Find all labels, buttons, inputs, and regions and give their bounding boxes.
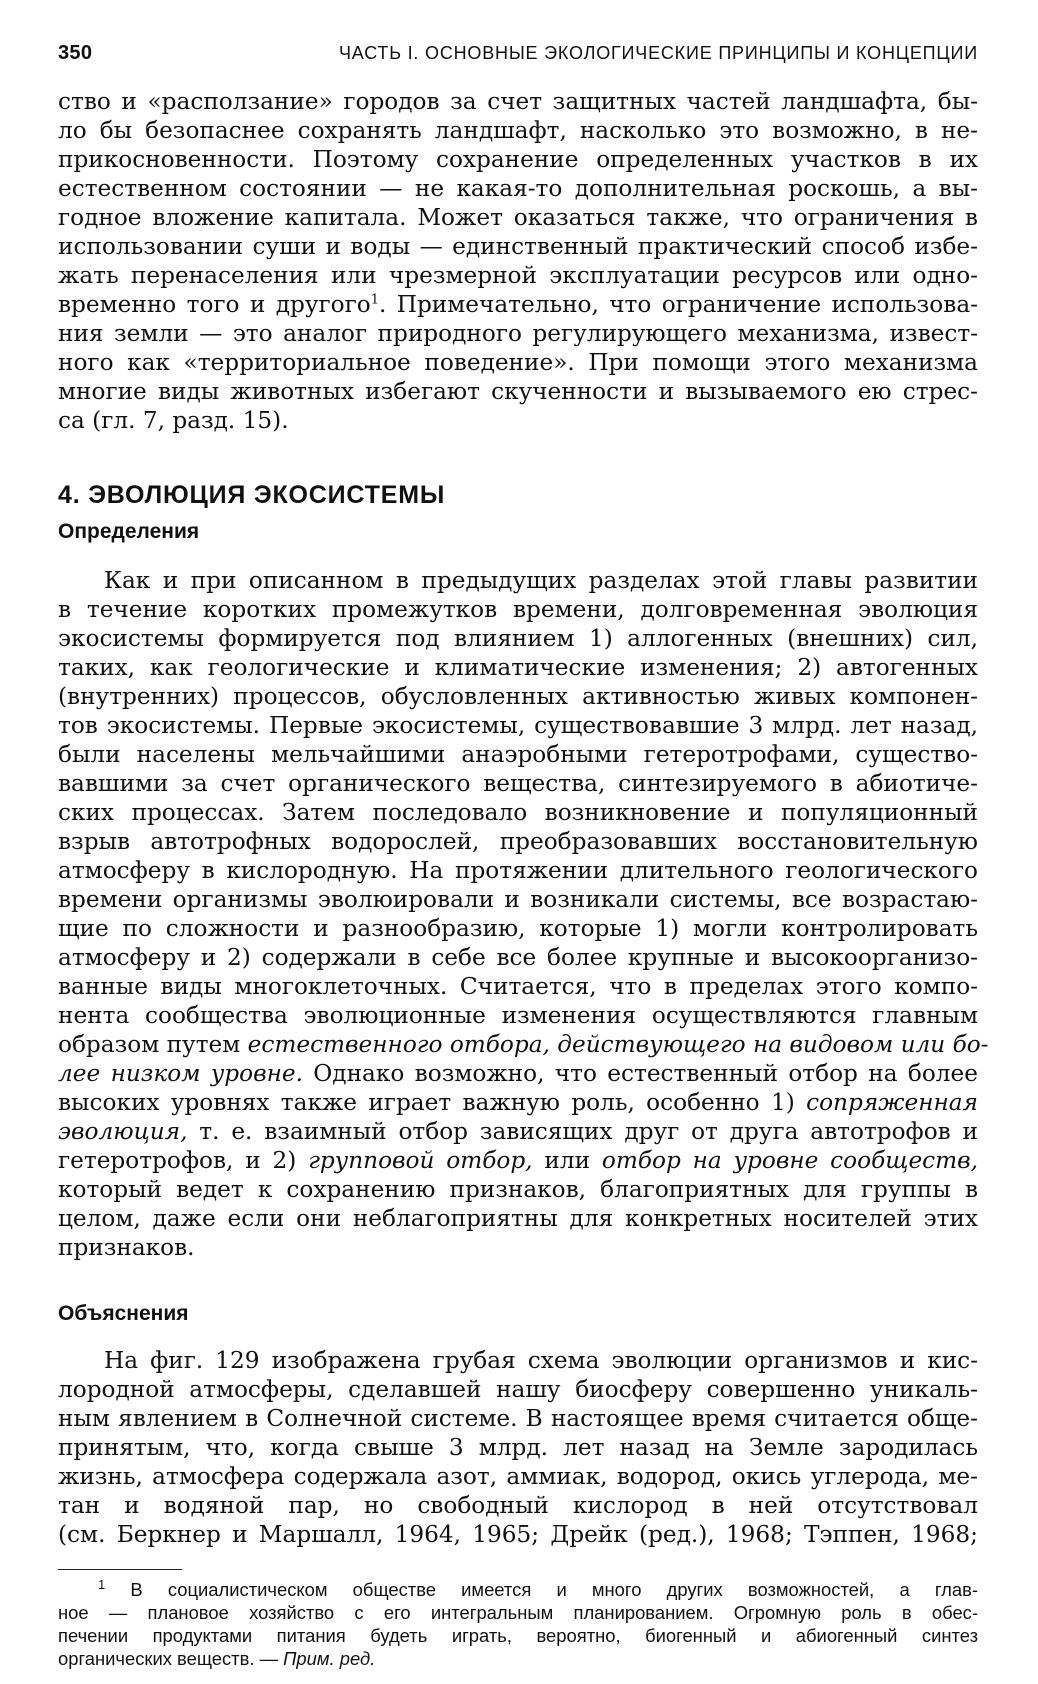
subheading-explanations: Объяснения [58, 1302, 189, 1325]
explanations-paragraph [58, 1346, 978, 1549]
text-line: ного как «территориальное поведение». При помощи этого механизма [58, 349, 978, 376]
text-line: прикосновенности. Поэтому сохранение определенных участков в их [58, 146, 978, 173]
text-line [58, 1030, 989, 1059]
text-line: использовании суши и воды — единственный практический способ избе- [58, 233, 978, 260]
text-line [58, 1146, 978, 1175]
footnote-line: ное — плановое хозяйство с его интегральным планированием. Огромную роль в обес- [58, 1602, 978, 1623]
text-segment: временно того и другого [58, 291, 371, 318]
page-number: 350 [58, 42, 93, 64]
section-title: 4. ЭВОЛЮЦИЯ ЭКОСИСТЕМЫ [58, 481, 446, 509]
footnote-line: печении продуктами питания будеть играть, вероятно, биогенный и абиогенный синтез [58, 1625, 978, 1646]
text-line: были населены мельчайшими анаэробными гетеротрофами, существо- [58, 741, 978, 768]
text-line: (внутренних) процессов, обусловленных активностью живых компонен- [58, 683, 978, 710]
text-line: в течение коротких промежутков времени, долговременная эволюция [58, 596, 978, 623]
text-line: который ведет к сохранению признаков, благоприятных для группы в [58, 1176, 978, 1203]
text-line: атмосферу и 2) содержали в себе все более крупные и высокоорганизо- [58, 944, 978, 971]
text-line: таких, как геологические и климатические изменения; 2) автогенных [58, 654, 978, 681]
italic-term: лее низком уровне. [58, 1060, 303, 1087]
text-segment: высоких уровнях также играет важную роль, особенно 1) [58, 1089, 807, 1116]
text-segment: или [532, 1147, 602, 1174]
italic-term: эволюция, [58, 1118, 188, 1145]
text-line: естественном состоянии — не какая-то дополнительная роскошь, а вы- [58, 175, 978, 202]
text-line [58, 1117, 978, 1146]
footnote-reference[interactable]: 1 [370, 292, 379, 308]
text-line [58, 1059, 978, 1088]
footnote-line [58, 1647, 978, 1670]
text-segment: образом путем [58, 1031, 248, 1058]
text-line: са (гл. 7, разд. 15). [58, 407, 289, 434]
footnote-divider [58, 1569, 182, 1570]
footnote-line [58, 1578, 978, 1601]
text-line: На фиг. 129 изображена грубая схема эволюции организмов и кис- [104, 1347, 978, 1374]
intro-paragraph [58, 87, 978, 435]
text-line: жать перенаселения или чрезмерной эксплуатации ресурсов или одно- [58, 262, 978, 289]
text-segment: органических веществ. — [58, 1648, 284, 1669]
text-line: принятым, что, когда свыше 3 млрд. лет назад на Земле зародилась [58, 1434, 978, 1461]
text-line: (см. Беркнер и Маршалл, 1964, 1965; Дрейк (ред.), 1968; Тэппен, 1968; [58, 1521, 978, 1548]
text-line: тан и водяной пар, но свободный кислород в ней отсутствовал [58, 1492, 978, 1519]
italic-term: естественного отбора, действующего на видовом или бо- [247, 1031, 989, 1058]
text-segment: В социалистическом обществе имеется и много других возможностей, а глав- [130, 1579, 978, 1600]
text-line: тов экосистемы. Первые экосистемы, существовавшие 3 млрд. лет назад, [58, 712, 978, 739]
italic-term: сопряженная [806, 1089, 978, 1116]
text-line: ния земли — это аналог природного регулирующего механизма, извест- [58, 320, 978, 347]
text-line: годное вложение капитала. Может оказаться также, что ограничения в [58, 204, 978, 231]
text-segment: т. е. взаимный отбор зависящих друг от друга автотрофов и [187, 1118, 978, 1145]
text-line: взрыв автотрофных водорослей, преобразовавших восстановительную [58, 828, 978, 855]
text-line: времени организмы эволюировали и возникали системы, все возрастаю- [58, 886, 978, 913]
text-line [58, 290, 978, 319]
text-line: атмосферу в кислородную. На протяжении длительного геологического [58, 857, 978, 884]
italic-term: групповой отбор, [308, 1147, 533, 1174]
text-line: целом, даже если они неблагоприятны для конкретных носителей этих [58, 1205, 978, 1232]
text-line: ло бы безопаснее сохранять ландшафт, насколько это возможно, в не- [58, 117, 978, 144]
text-segment: Однако возможно, что естественный отбор на более [302, 1060, 978, 1087]
text-line [58, 1088, 978, 1117]
text-line: ских процессах. Затем последовало возникновение и популяционный [58, 799, 978, 826]
text-line: лородной атмосферы, сделавшей нашу биосферу совершенно уникаль- [58, 1376, 978, 1403]
italic-term: отбор на уровне сообществ, [601, 1147, 979, 1174]
text-line: ным явлением в Солнечной системе. В настоящее время считается обще- [58, 1405, 978, 1432]
footnote-mark: 1 [98, 1576, 106, 1592]
text-segment: . Примечательно, что ограничение использова- [378, 291, 978, 318]
text-line: экосистемы формируется под влиянием 1) аллогенных (внешних) сил, [58, 625, 978, 652]
text-line: признаков. [58, 1234, 195, 1261]
text-line: многие виды животных избегают скученности и вызываемого ею стрес- [58, 378, 978, 405]
text-line: ванные виды многоклеточных. Считается, что в пределах этого компо- [58, 973, 978, 1000]
text-line: жизнь, атмосфера содержала азот, аммиак, водород, окись углерода, ме- [58, 1463, 978, 1490]
definitions-paragraph [58, 566, 989, 1262]
text-line: Как и при описанном в предыдущих разделах этой главы развитии [104, 567, 978, 594]
running-title: ЧАСТЬ I. ОСНОВНЫЕ ЭКОЛОГИЧЕСКИЕ ПРИНЦИПЫ И КОНЦЕПЦИИ [339, 43, 978, 63]
text-line: ство и «расползание» городов за счет защитных частей ландшафта, бы- [58, 88, 978, 115]
editor-note-label: Прим. ред. [283, 1648, 376, 1669]
text-line: нента сообщества эволюционные изменения осуществляются главным [58, 1002, 978, 1029]
footnote [58, 1578, 978, 1670]
running-head [58, 42, 978, 65]
text-line: вавшими за счет органического вещества, синтезируемого в абиотиче- [58, 770, 978, 797]
text-segment: гетеротрофов, и 2) [58, 1147, 309, 1174]
text-line: щие по сложности и разнообразию, которые 1) могли контролировать [58, 915, 978, 942]
subheading-definitions: Определения [58, 520, 200, 543]
